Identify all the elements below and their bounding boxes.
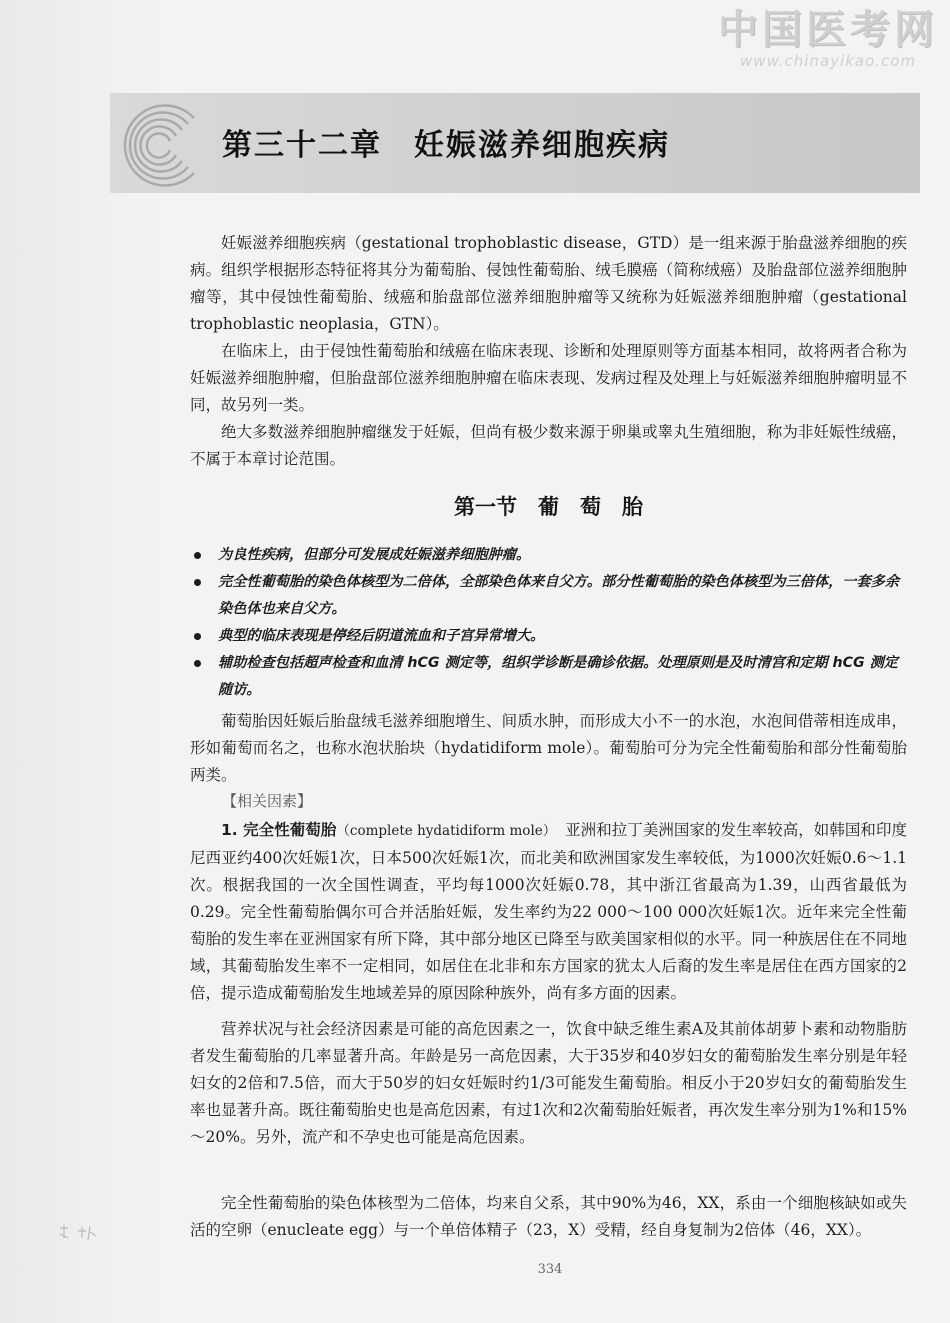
handwritten-note-icon bbox=[56, 1222, 116, 1244]
key-point bbox=[192, 569, 912, 623]
key-points-list bbox=[192, 542, 912, 704]
chapter-title: 第三十二章 妊娠滋养细胞疾病 bbox=[222, 128, 670, 163]
key-point bbox=[192, 542, 912, 569]
key-point-text: 为良性疾病，但部分可发展成妊娠滋养细胞肿瘤。 bbox=[218, 547, 531, 563]
key-point-text: 完全性葡萄胎的染色体核型为二倍体，全部染色体来自父方。部分性葡萄胎的染色体核型为三倍体，一套多余染色体也来自父方。 bbox=[218, 574, 900, 617]
bullet-dot-icon bbox=[194, 552, 201, 559]
complete-mole-paragraph bbox=[190, 817, 907, 1007]
margin-strip bbox=[0, 0, 165, 1323]
bullet-dot-icon bbox=[194, 579, 201, 586]
item-text: 亚洲和拉丁美洲国家的发生率较高，如韩国和印度尼西亚约400次妊娠1次，日本500次妊娠1次，而北美和欧洲国家发生率较低，为1000次妊娠0.6～1.1次。根据我国的一次全国性调查，平均每1000次妊娠0.78，其中浙江省最高为1.39，山西省最低为0.29。完全性葡萄胎偶尔可合并活胎妊娠，发生率约为22 000～100 000次妊娠1次。近年来完全性葡萄胎的发生率在亚洲国家有所下降，其中部分地区已降至与欧美国家相似的水平。同一种族居住在不同地域，其葡萄胎发生率不一定相同，如居住在北非和东方国家的犹太人后裔的发生率是居住在西方国家的2倍，提示造成葡萄胎发生地域差异的原因除种族外，尚有多方面的因素。 bbox=[190, 821, 907, 1002]
key-point bbox=[192, 623, 912, 650]
item-title: 1. 完全性葡萄胎 bbox=[221, 821, 337, 839]
key-point-text: 辅助检查包括超声检查和血清 hCG 测定等，组织学诊断是确诊依据。处理原则是及时清宫和定期 hCG 测定随访。 bbox=[218, 655, 898, 698]
bullet-dot-icon bbox=[194, 633, 201, 640]
intro-paragraph-3: 绝大多数滋养细胞肿瘤继发于妊娠，但尚有极少数来源于卵巢或睾丸生殖细胞，称为非妊娠性绒癌，不属于本章讨论范围。 bbox=[190, 423, 907, 468]
watermark-url: www.chinayikao.com bbox=[739, 52, 917, 70]
nutrition-paragraph: 营养状况与社会经济因素是可能的高危因素之一，饮食中缺乏维生素A及其前体胡萝卜素和动物脂肪者发生葡萄胎的几率显著升高。年龄是另一高危因素，大于35岁和40岁妇女的葡萄胎发生率分别是年轻妇女的2倍和7.5倍，而大于50岁的妇女妊娠时约1/3可能发生葡萄胎。相反小于20岁妇女的葡萄胎发生率也显著升高。既往葡萄胎史也是高危因素，有过1次和2次葡萄胎妊娠者，再次发生率分别为1%和15%～20%。另外，流产和不孕史也可能是高危因素。 bbox=[190, 1020, 907, 1146]
watermark-text: 中国医考网 bbox=[718, 7, 938, 53]
mole-intro-paragraph: 葡萄胎因妊娠后胎盘绒毛滋养细胞增生、间质水肿，而形成大小不一的水泡，水泡间借蒂相连成串，形如葡萄而名之，也称水泡状胎块（hydatidiform mole）。葡萄胎可分为完全性葡萄胎和部分性葡萄胎两类。 bbox=[190, 712, 907, 784]
page-number: 334 bbox=[537, 1262, 563, 1277]
karyotype-paragraph: 完全性葡萄胎的染色体核型为二倍体，均来自父系，其中90%为46，XX，系由一个细胞核缺如或失活的空卵（enucleate egg）与一个单倍体精子（23，X）受精，经自身复制为2倍体（46，XX）。 bbox=[190, 1194, 907, 1239]
subheading-related-factors: 【相关因素】 bbox=[222, 792, 313, 810]
intro-paragraph-2: 在临床上，由于侵蚀性葡萄胎和绒癌在临床表现、诊断和处理原则等方面基本相同，故将两者合称为妊娠滋养细胞肿瘤，但胎盘部位滋养细胞肿瘤在临床表现、发病过程及处理上与妊娠滋养细胞肿瘤明显不同，故另列一类。 bbox=[190, 342, 907, 414]
key-point bbox=[192, 650, 912, 704]
bullet-dot-icon bbox=[194, 660, 201, 667]
key-point-text: 典型的临床表现是停经后阴道流血和子宫异常增大。 bbox=[218, 628, 545, 644]
watermark bbox=[718, 8, 938, 70]
section-title: 第一节 葡 萄 胎 bbox=[454, 495, 643, 519]
intro-paragraph-1: 妊娠滋养细胞疾病（gestational trophoblastic disease，GTD）是一组来源于胎盘滋养细胞的疾病。组织学根据形态特征将其分为葡萄胎、侵蚀性葡萄胎、绒毛膜癌（简称绒癌）及胎盘部位滋养细胞肿瘤等，其中侵蚀性葡萄胎、绒癌和胎盘部位滋养细胞肿瘤等又统称为妊娠滋养细胞肿瘤（gestational trophoblastic neoplasia，GTN）。 bbox=[190, 234, 907, 333]
item-english-term: （complete hydatidiform mole） bbox=[336, 823, 550, 839]
spiral-ornament-icon bbox=[108, 98, 203, 193]
